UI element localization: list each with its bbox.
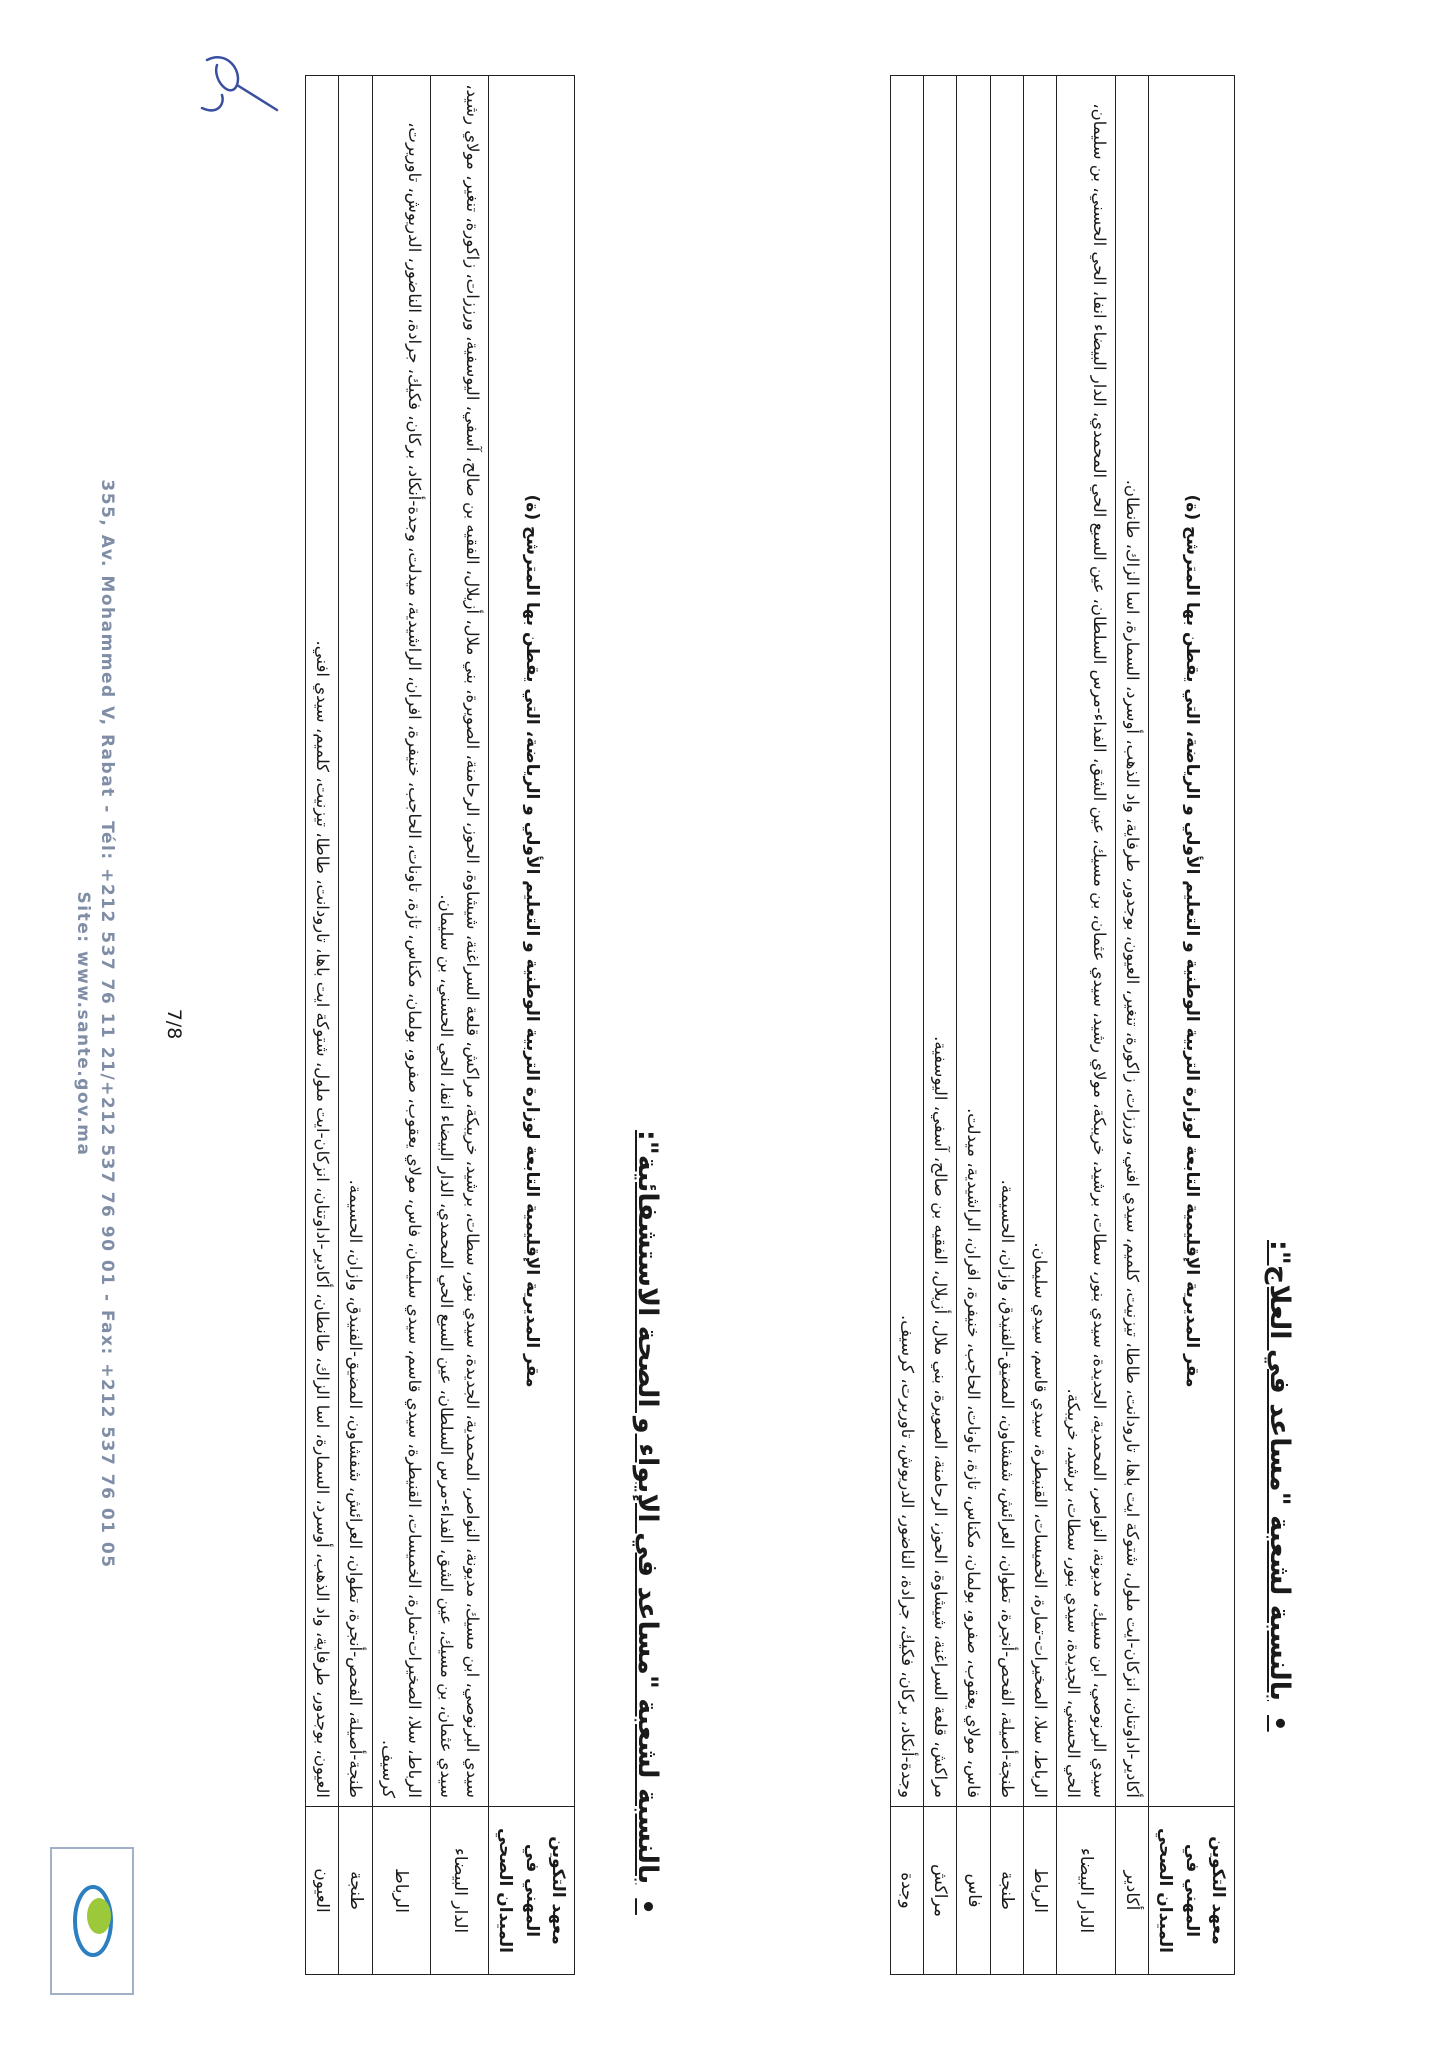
provinces-cell: الرباط، سلا، الصخيرات-تمارة، الخميسات، القنيطرة، سيدي قاسم، سيدي سليمان.: [1024, 76, 1057, 1807]
provinces-cell: فاس، مولاي يعقوب، صفرو، بولمان، مكناس، تازة، تاونات، الحاجب، خنيفرة، افران، الراشيدية، ميدلت.: [957, 76, 990, 1807]
institute-cell: الدار البيضاء: [430, 1807, 488, 1975]
provinces-cell: سيدي البرنوصي، ابن مسيك، مديونة، النواصر، المحمدية، الجديدة، سيدي بنور، سطات، برشيد، خريبكة، مراكش، قلعة السراغنة، شيشاوة، الحوز، الرحامنة، الصويرة، بني ملال، أزيلال، الفقيه بن صالح، آسفي، اليوسفية، ورززات، زاكورة، تنغير، مولاي رشيد، سيدي عثمان، بن مسيك، عين الشق، الفداء-مرس السلطان، عين السبع الحي المحمدي، الدار البيضاء انفا، الحي الحسني، بن سليمان.: [430, 76, 488, 1807]
signature-stroke: [202, 57, 277, 110]
institute-cell: الدار البيضاء: [1057, 1807, 1115, 1975]
provinces-cell: طنجة-أصيلة، الفحص-أنجرة، تطوان، العرائش، شفشاون، المضيق-الفنيدق، وازان، الحسيمة.: [990, 76, 1023, 1807]
provinces-cell: طنجة-أصيلة، الفحص-أنجرة، تطوان، العرائش، شفشاون، المضيق-الفنيدق، وازان، الحسيمة.: [339, 76, 372, 1807]
section-heading-treatment: [1264, 1240, 1295, 1732]
table-row: [372, 76, 430, 1975]
table-row: [1057, 76, 1115, 1975]
bullet-icon: •: [632, 1898, 662, 1915]
table-row: [890, 76, 923, 1975]
table-treatment: [890, 75, 1235, 1975]
provinces-cell: وجدة-أنكاد، بركان، فكيك، جرادة، الناضور، الدريوش، تاوريرت، كرسيف.: [890, 76, 923, 1807]
institute-cell: أكادير: [1115, 1807, 1148, 1975]
ministry-logo-icon: [49, 1846, 135, 1996]
footer-address: 355, Av. Mohammed V, Rabat - Tél: +212 537 76 11 21/+212 537 76 90 01 - Fax: +212 537 76 01 05: [97, 479, 117, 1569]
section-heading-hospital: [632, 1130, 663, 1915]
table-row: [957, 76, 990, 1975]
logo-leaf: [87, 1898, 111, 1934]
footer-website: Site: www.sante.gov.ma: [73, 891, 93, 1157]
institute-cell: مراكش: [924, 1807, 957, 1975]
column-header-provinces: مقر المديرية الإقليمية التابعة لوزارة التربية الوطنية و التعليم الأولي و الرياضة، التي يقطن بها المترشح (ة): [488, 76, 574, 1807]
column-header-institute: معهد التكوين المهني في الميدان الصحي: [1148, 1807, 1234, 1975]
institute-cell: الرباط: [372, 1807, 430, 1975]
institute-cell: الرباط: [1024, 1807, 1057, 1975]
institute-cell: طنجة: [339, 1807, 372, 1975]
table-row: [990, 76, 1023, 1975]
provinces-cell: مراكش، قلعة السراغنة، شيشاوة، الحوز، الرحامنة، الصويرة، بني ملال، أزيلال، الفقيه بن صالح، آسفي، اليوسفية.: [924, 76, 957, 1807]
table-row: [1024, 76, 1057, 1975]
institute-cell: فاس: [957, 1807, 990, 1975]
institute-cell: العيون: [306, 1807, 339, 1975]
provinces-cell: الرباط، سلا، الصخيرات-تمارة، الخميسات، القنيطرة، سيدي قاسم، سيدي سليمان، فاس، مولاي يعقوب، صفرو، بولمان، مكناس، تازة، تاونات، الحاجب، خنيفرة، افران، الراشيدية، ميدلت، وجدة-أنكاد، بركان، فكيك، جرادة، الناضور، الدريوش، تاوريرت، كرسيف.: [372, 76, 430, 1807]
table-row: [306, 76, 339, 1975]
table-header-row: [488, 76, 574, 1975]
provinces-cell: أكادير-اداوتنان، انزكان-ايت ملول، شتوكة ايت باها، تارودانت، طاطا، تيزنيت، كلميم، سيدي افني، ورززات، زاكورة، تنغير، العيون، بوجدور، طرفاية، واد الذهب، أوسرد، السمارة، اسا الزاك، طانطان.: [1115, 76, 1148, 1807]
institute-cell: طنجة: [990, 1807, 1023, 1975]
column-header-provinces: مقر المديرية الإقليمية التابعة لوزارة التربية الوطنية و التعليم الأولي و الرياضة، التي يقطن بها المترشح (ة): [1148, 76, 1234, 1807]
table-row: [430, 76, 488, 1975]
table-hospital: [305, 75, 575, 1975]
section-heading-hospital-text: بالنسبة لشعبة "مساعد في الإيواء و الصحة الاستشفائية":: [632, 1130, 663, 1885]
signature-icon: [187, 40, 297, 130]
table-header-row: [1148, 76, 1234, 1975]
table-row: [924, 76, 957, 1975]
table-row: [339, 76, 372, 1975]
section-heading-treatment-text: بالنسبة لشعبة "مساعد في العلاج":: [1264, 1240, 1295, 1702]
institute-cell: وجدة: [890, 1807, 923, 1975]
provinces-cell: العيون، بوجدور، طرفاية، واد الذهب، أوسرد، السمارة، اسا الزاك، طانطان، أكادير-اداوتنان، انزكان-ايت ملول، شتوكة ايت باها، تارودانت، طاطا، تيزنيت، كلميم، سيدي افني.: [306, 76, 339, 1807]
page-number: 7/8: [163, 1008, 185, 1040]
column-header-institute: معهد التكوين المهني في الميدان الصحي: [488, 1807, 574, 1975]
provinces-cell: سيدي البرنوصي، ابن مسيك، مديونة، النواصر، المحمدية، الجديدة، سيدي بنور، سطات، برشيد، خريبكة، مولاي رشيد، سيدي عثمان، بن مسيك، عين الشق، الفداء-مرس السلطان، عين السبع الحي المحمدي، الدار البيضاء انفا، الحي الحسني، بن سليمان، الحي الحسني، الجديدة، سيدي بنور، سطات، برشيد، خريبكة.: [1057, 76, 1115, 1807]
bullet-icon: •: [1264, 1715, 1294, 1732]
table-row: [1115, 76, 1148, 1975]
